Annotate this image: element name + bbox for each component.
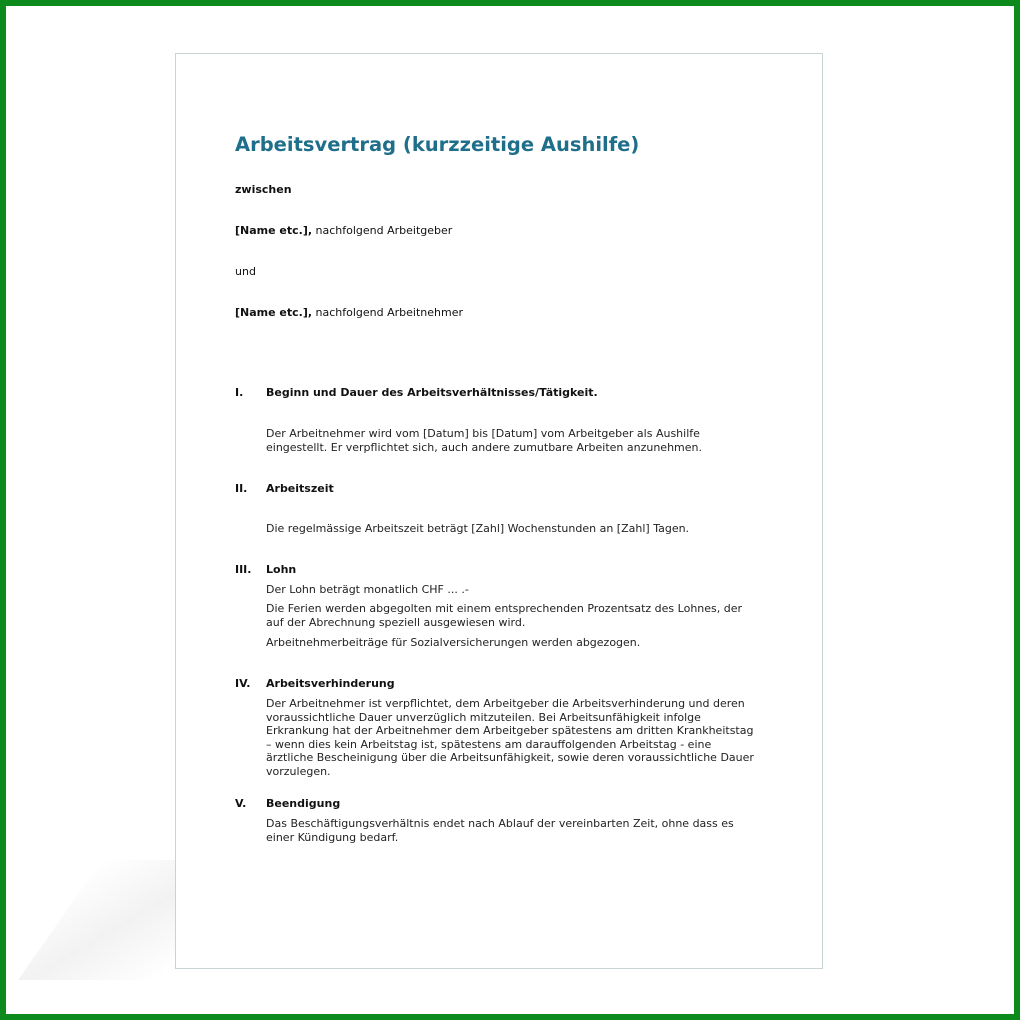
party-employer-role: nachfolgend Arbeitgeber bbox=[312, 224, 453, 237]
section-paragraph: Die regelmässige Arbeitszeit beträgt [Zahl] Wochenstunden an [Zahl] Tagen. bbox=[266, 522, 690, 535]
party-employee bbox=[235, 306, 463, 319]
between-label bbox=[235, 183, 292, 196]
section-number: III. bbox=[235, 563, 252, 576]
between-text: zwischen bbox=[235, 183, 292, 196]
section-paragraph: Der Arbeitnehmer wird vom [Datum] bis [Datum] vom Arbeitgeber als Aushilfe eingestellt. Er verpflichtet sich, auch andere zumutbare Arbeiten anzunehmen. bbox=[266, 427, 702, 454]
section-paragraph: Der Arbeitnehmer ist verpflichtet, dem Arbeitgeber die Arbeitsverhinderung und deren voraussichtliche Dauer unverzüglich mitzuteilen. Bei Arbeitsunfähigkeit infolge Erkrankung hat der Arbeitnehmer dem Arbeitgeber spätestens am dritten Krankheitstag – wenn dies kein Arbeitstag ist, spätestens am darauffolgenden Arbeitstag - eine ärztliche Bescheinigung über die Arbeitsunfähigkeit, sowie deren voraussichtliche Dauer vorzulegen. bbox=[266, 697, 754, 778]
section-heading: Arbeitszeit bbox=[266, 482, 334, 495]
section-number: V. bbox=[235, 797, 247, 810]
document-title: Arbeitsvertrag (kurzzeitige Aushilfe) bbox=[235, 133, 640, 156]
section-paragraph: Das Beschäftigungsverhältnis endet nach Ablauf der vereinbarten Zeit, ohne dass es einer Kündigung bedarf. bbox=[266, 817, 734, 844]
section-paragraph: Der Lohn beträgt monatlich CHF ... .- bbox=[266, 583, 469, 596]
section-heading: Beendigung bbox=[266, 797, 341, 810]
section-heading: Lohn bbox=[266, 563, 297, 576]
party-employer bbox=[235, 224, 452, 237]
party-employer-name: [Name etc.], bbox=[235, 224, 313, 237]
section-heading: Beginn und Dauer des Arbeitsverhältnisses/Tätigkeit. bbox=[266, 386, 598, 399]
section-number: I. bbox=[235, 386, 244, 399]
and-label: und bbox=[235, 265, 256, 278]
section-number: IV. bbox=[235, 677, 251, 690]
section-paragraph: Die Ferien werden abgegolten mit einem entsprechenden Prozentsatz des Lohnes, der auf der Abrechnung speziell ausgewiesen wird. bbox=[266, 602, 743, 629]
section-heading: Arbeitsverhinderung bbox=[266, 677, 395, 690]
party-employee-role: nachfolgend Arbeitnehmer bbox=[312, 306, 464, 319]
section-number: II. bbox=[235, 482, 248, 495]
section-paragraph: Arbeitnehmerbeiträge für Sozialversicherungen werden abgezogen. bbox=[266, 636, 641, 649]
party-employee-name: [Name etc.], bbox=[235, 306, 313, 319]
